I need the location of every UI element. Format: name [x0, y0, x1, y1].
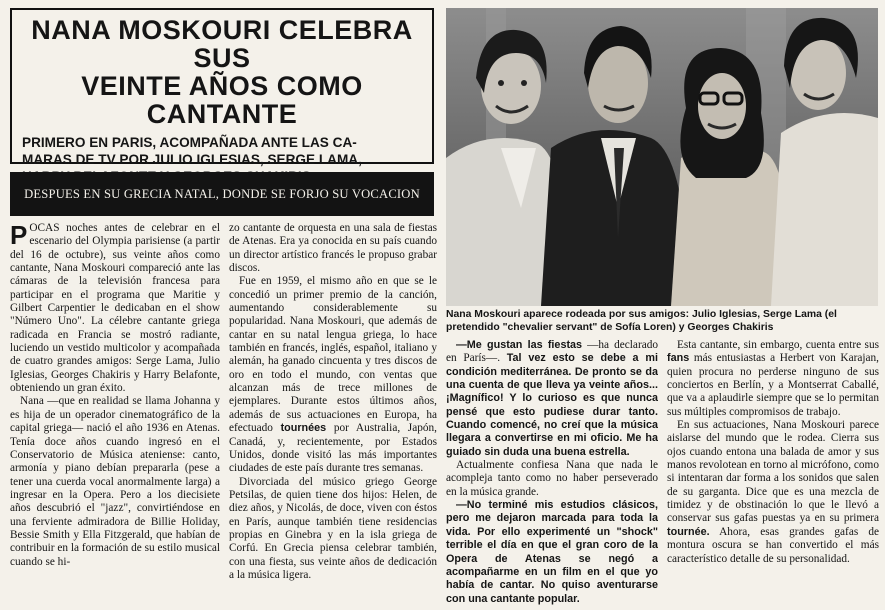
paragraph — [446, 499, 658, 606]
article-column-1 — [10, 222, 220, 608]
headline-line-1: NANA MOSKOURI CELEBRA SUS — [31, 15, 413, 73]
paragraph-text: —ha declarado en París—. — [446, 339, 658, 365]
paragraph: Nana —que en realidad se llama Johanna y es hija de un operador cinematográfico de la capital griega— nació el año 1936 en Atenas. Tenía doce años cuando ingresó en el Conservatorio de Música ateniense: canto, armonía y piano debían prepararla (pese a tener una cuerda vocal anormalmente larga) a ingresar en la Opera. Pero a los diecisiete años descubrió el "jazz", convirtiéndose en una ferviente admiradora de Billie Holiday, Bessie Smith y Ella Fitzgerald, que habían de contribuir en la formación de su estilo musical cuando se hi- — [10, 395, 220, 568]
quote: —No terminé mis estudios clásicos, pero me dejaron marcada para toda la vida. Por ello experimenté un "shock" terrible el día en que el gran coro de la Opera de Atenas se negó a acompañarme en un film en el que yo había de cantar. No quiso aventurarse con una cantante popular. — [446, 499, 658, 605]
article-column-3 — [446, 339, 658, 609]
headline — [22, 16, 422, 128]
photo-caption: Nana Moskouri aparece rodeada por sus amigos: Julio Iglesias, Serge Lama (el pretendido "chevalier servant" de Sofía Loren) y Georges Chakiris — [446, 309, 837, 333]
article-column-2 — [229, 222, 437, 608]
paragraph — [446, 339, 658, 459]
paragraph-text: Fue en 1959, el mismo año en que se le concedió un primer premio de la canción, aumentando considerablemente su popularidad. Nana Moskouri, que además de cantar en su natal lengua griega, lo hace también en francés, inglés, español, italiano y alemán, ha ganado cincuenta y tres discos de oro en todo el mundo, con ventas que alcanzan más de trece millones de ejemplares. Durante estos últimos años, además de sus actuaciones en Europa, ha efectuado — [229, 275, 437, 435]
paragraph-text: Esta cantante, sin embargo, cuenta entre sus — [677, 339, 879, 351]
quote: Tal vez esto se debe a mi condición mediterránea. De pronto se da una cuenta de que lleva ya veinte años... ¡Magnífico! Y lo curioso es que nunca pensé que esto pudiese durar tanto. Cuando comencé, no creí que la música llegara a convertirse en mi oficio. Me ha guiado sin duda una buena estrella. — [446, 352, 658, 458]
paragraph-text: OCAS noches antes de celebrar en el escenario del Olympia parisiense (a partir del 16 de octubre), sus veinte años como cantante, Nana Moskouri compareció ante las cámaras de la televisión francesa para participar en el programa que Maritie y Gilbert Carpentier le dedicaban en el show "Número Uno". La célebre cantante griega radicada en Francia se mostró radiante, luciendo un vestido multicolor y acompañada de cuatro grandes amigos: Serge Lama, Julio Iglesias, Georges Chakiris y Harry Belafonte, obteniendo un gran éxito. — [10, 222, 220, 395]
group-photo — [446, 8, 878, 306]
article-column-4 — [667, 339, 879, 609]
paragraph-text: En sus actuaciones, Nana Moskouri parece aislarse del mundo que le rodea. Cierra sus ojos cuando entona una balada de amor y sus manos revolotean en torno al micrófono, como si intentaran dar forma a los sonidos que salen de su garganta. Dice que es una mezcla de timidez y de obstinación lo que le llevó a conservar sus gafas puestas ya en su primera — [667, 419, 879, 525]
paragraph — [10, 222, 220, 395]
subheadline-line-1: PRIMERO EN PARIS, ACOMPAÑADA ANTE LAS CA- — [22, 135, 357, 150]
paragraph: Actualmente confiesa Nana que nada le acompleja tanto como no haber perseverado en la música grande. — [446, 459, 658, 498]
headline-box — [10, 8, 434, 167]
quote: —Me gustan las fiestas — [456, 339, 583, 351]
paragraph — [667, 339, 879, 419]
paragraph — [667, 419, 879, 566]
section-banner: DESPUES EN SU GRECIA NATAL, DONDE SE FORJO SU VOCACION — [10, 172, 434, 216]
group-photo-illustration — [446, 8, 878, 306]
emphasis: fans — [667, 352, 690, 365]
subheadline-line-2: MARAS DE TV POR JULIO IGLESIAS, SERGE LAMA, — [22, 152, 362, 167]
emphasis: tournées — [280, 422, 327, 435]
paragraph — [229, 275, 437, 475]
emphasis: tournée. — [667, 525, 710, 538]
paragraph-text: Ahora, esas grandes gafas de montura oscura se han convertido el más característico detalle de su personalidad. — [667, 525, 879, 565]
drop-cap: P — [10, 222, 28, 250]
paragraph: zo cantante de orquesta en una sala de fiestas de Atenas. Era ya conocida en su país cuando un director artístico francés le propuso grabar discos. — [229, 222, 437, 275]
headline-line-2: VEINTE AÑOS COMO CANTANTE — [81, 71, 363, 129]
paragraph-text: por Australia, Japón, Canadá, y, recientemente, por Estados Unidos, donde visitó las más importantes ciudades de este país durante tres semanas. — [229, 422, 437, 475]
paragraph: Divorciada del músico griego George Petsilas, de quien tiene dos hijos: Helen, de diez años, y Nicolás, de doce, viven con éstos en París, aunque también tiene residencias propias en Ginebra y en la isla griega de Corfú. En Grecia piensa celebrar también, con una fiesta, sus veinte años de dedicación a la música ligera. — [229, 475, 437, 581]
paragraph-text: más entusiastas a Herbert von Karajan, quien procura no perderse ninguno de sus conciertos en Berlín, y a Montserrat Caballé, que va a aplaudirle siempre que se lo permitan sus múltiples compromisos de trabajo. — [667, 352, 879, 418]
